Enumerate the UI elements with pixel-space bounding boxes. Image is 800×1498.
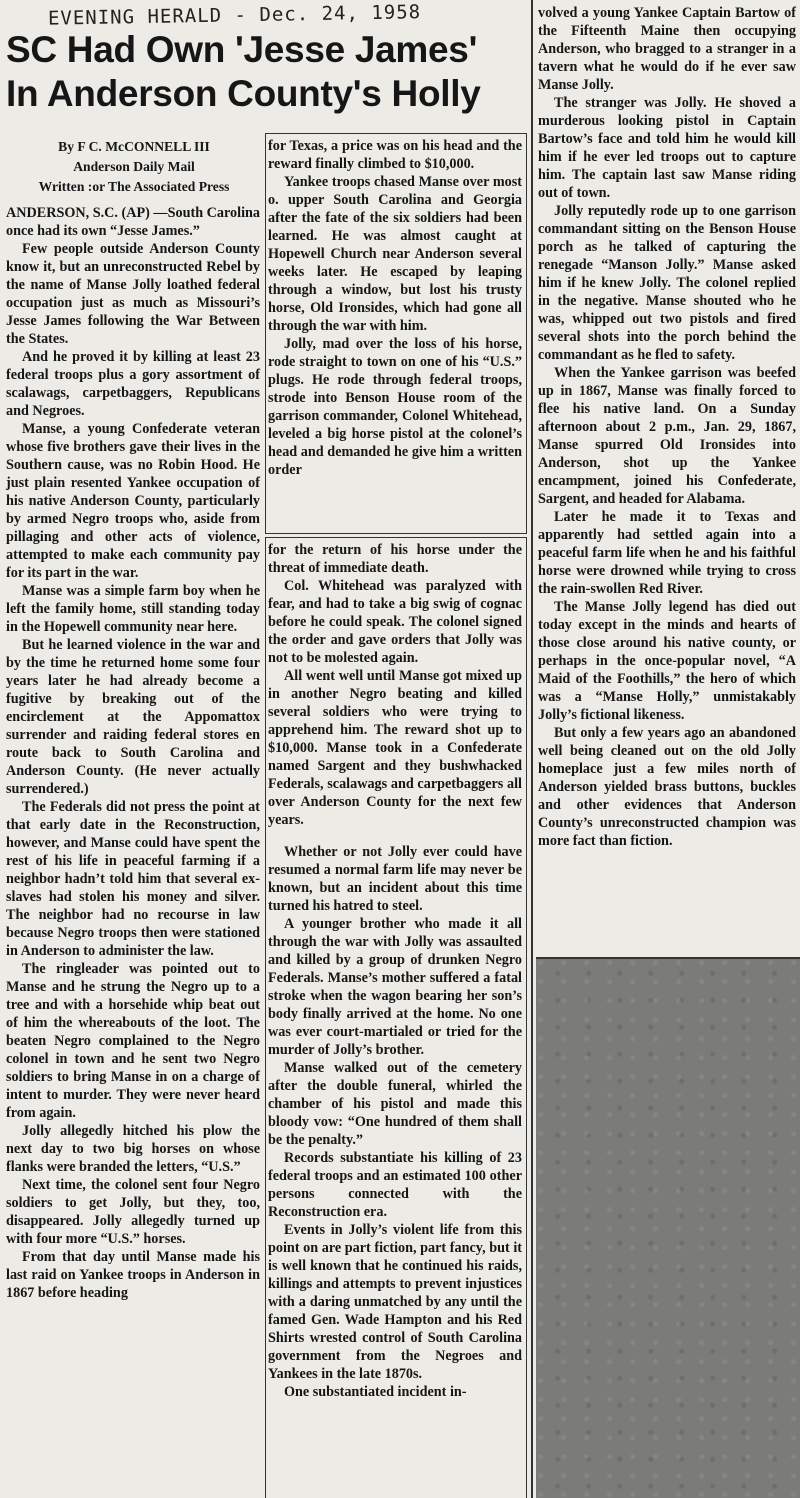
paragraph: A younger brother who made it all through the war with Jolly was assaulted and killed by a group of drunken Negro Federals. Manse’s mother suffered a fatal stroke when the wagon bearing her son’s body finally arrived at the home. No one was ever court-martialed or tried for the murder of Jolly’s brother.	[268, 916, 522, 1058]
scanner-background	[536, 957, 800, 1498]
paragraph: One substantiated incident in-	[284, 1384, 467, 1400]
headline-line-2: In Anderson County's Holly	[6, 73, 481, 114]
paragraph: But he learned violence in the war and by the time he returned home some four years later he had already become a fugitive by breaking out of the encirclement at the Appomattox surrender and raiding federal stores en route back to South Carolina and Anderson County. (He never actually surrendered.)	[6, 637, 260, 797]
paragraph: The Federals did not press the point at that early date in the Reconstruction, however, and Manse could have spent the rest of his life in peaceful farming if a neighbor hadn’t told him that several ex-slaves had stolen his money and silver. The neighbor had no recourse in law because Negro troops then were stationed in Anderson to administer the law.	[6, 799, 260, 959]
article-column-3	[538, 4, 796, 850]
paragraph: The ringleader was pointed out to Manse and he strung the Negro up to a tree and with a horsehide whip beat out of him the whereabouts of the loot. The beaten Negro complained to the Negro colonel in town and he sent two Negro soldiers to bring Manse in on a charge of intent to murder. They were never heard from again.	[6, 961, 260, 1121]
byline-affiliation: Anderson Daily Mail	[73, 159, 195, 174]
byline-author: By F C. McCONNELL III	[58, 139, 210, 154]
headline	[6, 28, 518, 116]
paragraph: When the Yankee garrison was beefed up in 1867, Manse was finally forced to flee his native land. On a Sunday afternoon about 2 p.m., Jan. 29, 1867, Manse spurred Old Ironsides into Anderson, shot up the Yankee encampment, joined his Confederate, Sargent, and headed for Alabama.	[538, 365, 796, 507]
byline	[6, 137, 262, 197]
paragraph: Jolly, mad over the loss of his horse, rode straight to town on one of his “U.S.” plugs. He rode through federal troops, strode into Benson House room of the garrison commander, Colonel Whitehead, leveled a big horse pistol at the colonel’s head and demanded he give him a written order	[268, 336, 522, 478]
paragraph: Jolly allegedly hitched his plow the next day to two big horses on whose flanks were branded the letters, “U.S.”	[6, 1123, 260, 1175]
paragraph: Events in Jolly’s violent life from this point on are part fiction, part fancy, but it is well known that he continued his raids, killings and attempts to prevent injustices with a daring unmatched by any until the famed Gen. Wade Hampton and his Red Shirts wrested control of South Carolina government from the Negroes and Yankees in the late 1870s.	[268, 1222, 522, 1382]
handwritten-note: EVENING HERALD - Dec. 24, 1958	[47, 1, 422, 30]
paragraph: ANDERSON, S.C. (AP) —South Carolina once had its own “Jesse James.”	[6, 205, 260, 239]
column-divider	[531, 0, 533, 1498]
article-column-2-top	[268, 137, 522, 479]
article-column-1	[6, 204, 260, 1302]
paragraph: Yankee troops chased Manse over most o. upper South Carolina and Georgia after the fate of the six soldiers had been learned. He was almost caught at Hopewell Church near Anderson several weeks later. He escaped by leaping through a window, but lost his trusty horse, Old Ironsides, which had gone all through the war with him.	[268, 174, 522, 334]
paragraph: Few people outside Anderson County know it, but an unreconstructed Rebel by the name of Manse Jolly loathed federal occupation just as much as Missouri’s Jesse James following the War Between the States.	[6, 241, 260, 347]
paragraph: Records substantiate his killing of 23 federal troops and an estimated 100 other persons connected with the Reconstruction era.	[268, 1150, 522, 1220]
paragraph: Jolly reputedly rode up to one garrison commandant sitting on the Benson House porch as he talked of capturing the renegade “Manson Jolly.” Manse asked him if he knew Jolly. The colonel replied in the negative. Manse shouted who he was, whipped out two pistols and fired several shots into the porch behind the commandant as he fled to safety.	[538, 203, 796, 363]
paragraph: Manse was a simple farm boy when he left the family home, still standing today in the Hopewell community near here.	[6, 583, 260, 635]
paragraph: And he proved it by killing at least 23 federal troops plus a gory assortment of scalawags, carpetbaggers, Republicans and Negroes.	[6, 349, 260, 419]
paragraph: But only a few years ago an abandoned well being cleaned out on the old Jolly homeplace just a few miles north of Anderson yielded brass buttons, buckles and other evidences that Anderson County’s unreconstructed champion was more fact than fiction.	[538, 725, 796, 849]
clipping-edge	[536, 957, 800, 959]
paragraph: Manse, a young Confederate veteran whose five brothers gave their lives in the Southern cause, was no Robin Hood. He just plain resented Yankee occupation of his native Anderson County, particularly by armed Negro troops who, aside from pillaging and other acts of violence, attempted to make each community pay for its part in the war.	[6, 421, 260, 581]
paragraph: The stranger was Jolly. He shoved a murderous looking pistol in Captain Bartow’s face and told him he would kill him if he ever led troops out to capture him. The captain last saw Manse riding out of town.	[538, 95, 796, 201]
paragraph: Next time, the colonel sent four Negro soldiers to get Jolly, but they, too, disappeared. Jolly allegedly turned up with four more “U.S.” horses.	[6, 1177, 260, 1247]
paragraph: Col. Whitehead was paralyzed with fear, and had to take a big swig of cognac before he could speak. The colonel signed the order and gave orders that Jolly was not to be molested again.	[268, 578, 522, 666]
paragraph: All went well until Manse got mixed up in another Negro beating and killed several soldiers who were trying to apprehend him. The reward shot up to $10,000. Manse took in a Confederate named Sargent and they bushwhacked Federals, scalawags and carpetbaggers all over Anderson County for the next few years.	[268, 668, 522, 828]
paragraph: Whether or not Jolly ever could have resumed a normal farm life may never be known, but an incident about this time turned his hatred to steel.	[268, 844, 522, 914]
byline-credit: Written :or The Associated Press	[38, 179, 230, 194]
paragraph: volved a young Yankee Captain Bartow of the Fifteenth Maine then occupying Anderson, who bragged to a stranger in a tavern what he would do if he ever saw Manse Jolly.	[538, 5, 796, 93]
paragraph: Later he made it to Texas and apparently had settled again into a peaceful farm life when he and his faithful horse were drowned while trying to cross the rain-swollen Red River.	[538, 509, 796, 597]
paragraph: for Texas, a price was on his head and the reward finally climbed to $10,000.	[268, 138, 522, 172]
paragraph: The Manse Jolly legend has died out today except in the minds and hearts of those close around his native county, or perhaps in the once-popular novel, “A Maid of the Foothills,” the hero of which was a “Manse Holly,” unmistakably Jolly’s fictional likeness.	[538, 599, 796, 723]
paragraph: for the return of his horse under the threat of immediate death.	[268, 542, 522, 576]
article-column-2-bottom	[268, 541, 522, 1401]
paragraph: Manse walked out of the cemetery after the double funeral, whirled the chamber of his pistol and made this bloody vow: “One hundred of them shall be the penalty.”	[268, 1060, 522, 1148]
headline-line-1: SC Had Own 'Jesse James'	[6, 29, 478, 70]
paragraph: From that day until Manse made his last raid on Yankee troops in Anderson in 1867 before heading	[6, 1249, 260, 1301]
